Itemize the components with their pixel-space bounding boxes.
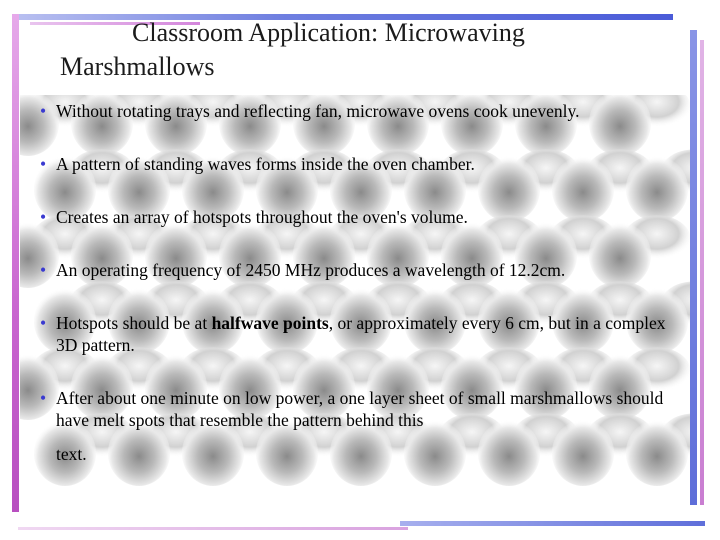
bullet-text: A pattern of standing waves forms inside the oven chamber.	[56, 154, 475, 174]
bottom-pink-bar	[18, 527, 408, 530]
bullet-dot: •	[40, 154, 47, 174]
bullet-item	[40, 312, 686, 356]
bullet-text-post: , or approximately every 6 cm, but in a complex 3D pattern.	[56, 313, 666, 355]
right-blue-bar	[690, 30, 697, 505]
bullet-text-bold: halfwave points	[211, 313, 329, 333]
bullet-item	[40, 100, 686, 122]
bullet-item	[40, 259, 686, 281]
bullet-dot: •	[40, 207, 47, 227]
bullet-text: Without rotating trays and reflecting fan, microwave ovens cook unevenly.	[56, 101, 580, 121]
right-pink-bar	[700, 40, 704, 505]
bullet-item	[40, 206, 686, 228]
left-pink-bar	[12, 14, 19, 512]
title-line-1: Classroom Application: Microwaving	[132, 18, 525, 47]
slide-title	[60, 16, 620, 84]
bullet-item	[40, 153, 686, 175]
bullet-text-pre: Hotspots should be at	[56, 313, 212, 333]
bullet-dot: •	[40, 313, 47, 333]
bullet-item	[40, 387, 686, 431]
bullet-dot: •	[40, 101, 47, 121]
bullet-text: After about one minute on low power, a one layer sheet of small marshmallows should have melt spots that resemble the pattern behind this	[56, 388, 664, 430]
bullet-text: Creates an array of hotspots throughout the oven's volume.	[56, 207, 468, 227]
bullet-dot: •	[40, 260, 47, 280]
bullet-text: An operating frequency of 2450 MHz produces a wavelength of 12.2cm.	[56, 260, 566, 280]
bullet-dot: •	[40, 388, 47, 408]
title-line-2: Marshmallows	[60, 52, 215, 81]
bullet-continuation-text: text.	[56, 444, 87, 464]
